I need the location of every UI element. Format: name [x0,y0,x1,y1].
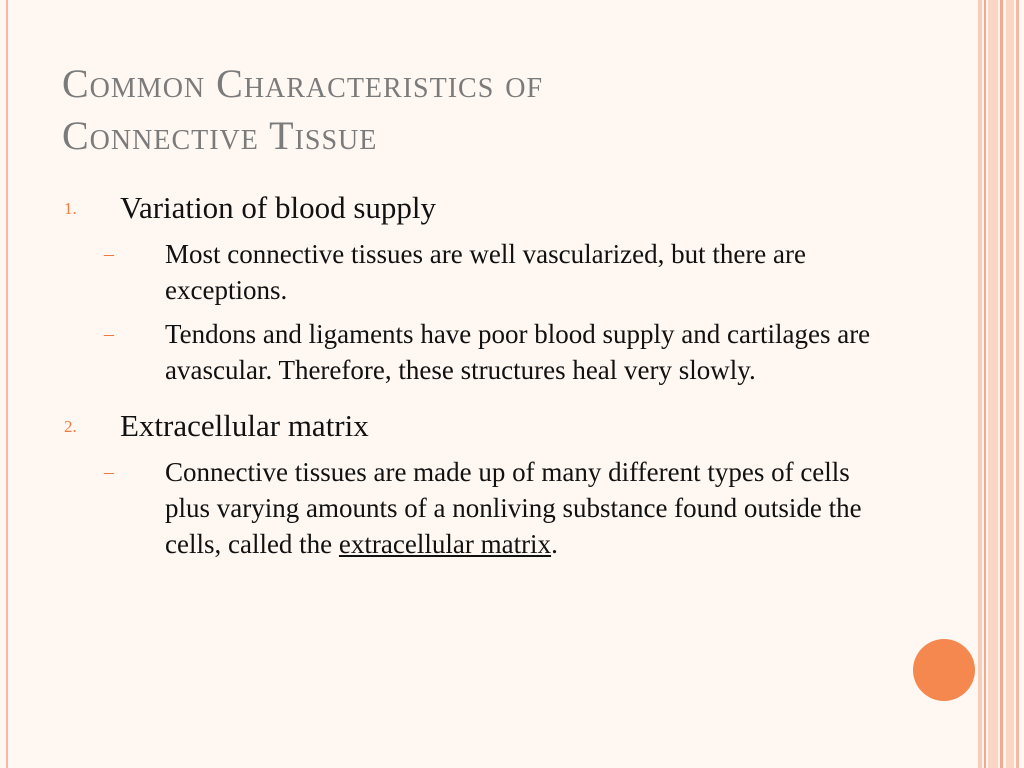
list-item-1 [62,188,902,228]
list-heading: Extracellular matrix [120,408,369,443]
decorative-stripe [988,0,998,768]
dash-bullet: – [104,461,114,483]
decorative-stripe [1016,0,1019,768]
decorative-stripe [978,0,982,768]
sub-item [62,236,902,308]
sub-item-text-part: Connective tissues are made up of many different types of cells plus varying amounts of a nonliving substance found outside the cells, called the [165,457,862,559]
title-line-1: Common Characteristics of [62,61,544,106]
sub-item [62,316,902,388]
underlined-term: extracellular matrix [338,529,552,559]
sub-item-text: Tendons and ligaments have poor blood supply and cartilages are avascular. Therefore, these structures heal very slowly. [165,319,871,385]
dash-bullet: – [104,243,114,265]
decorative-stripe [984,0,986,768]
list-item-2 [62,406,902,446]
slide-title [62,58,942,162]
decorative-circle [913,639,975,701]
list-number: 1. [64,199,77,218]
sub-item-text-end: . [551,529,558,559]
decorative-stripe [1000,0,1003,768]
dash-bullet: – [104,323,114,345]
sub-item-text [165,454,885,562]
list-number: 2. [64,417,77,436]
slide-content [62,188,902,566]
list-heading: Variation of blood supply [120,190,436,225]
title-line-2: Connective Tissue [62,113,378,158]
decorative-stripe [1006,0,1014,768]
left-border-line [6,0,8,768]
sub-item-text: Most connective tissues are well vascularized, but there are exceptions. [165,239,806,305]
sub-item [62,454,902,562]
